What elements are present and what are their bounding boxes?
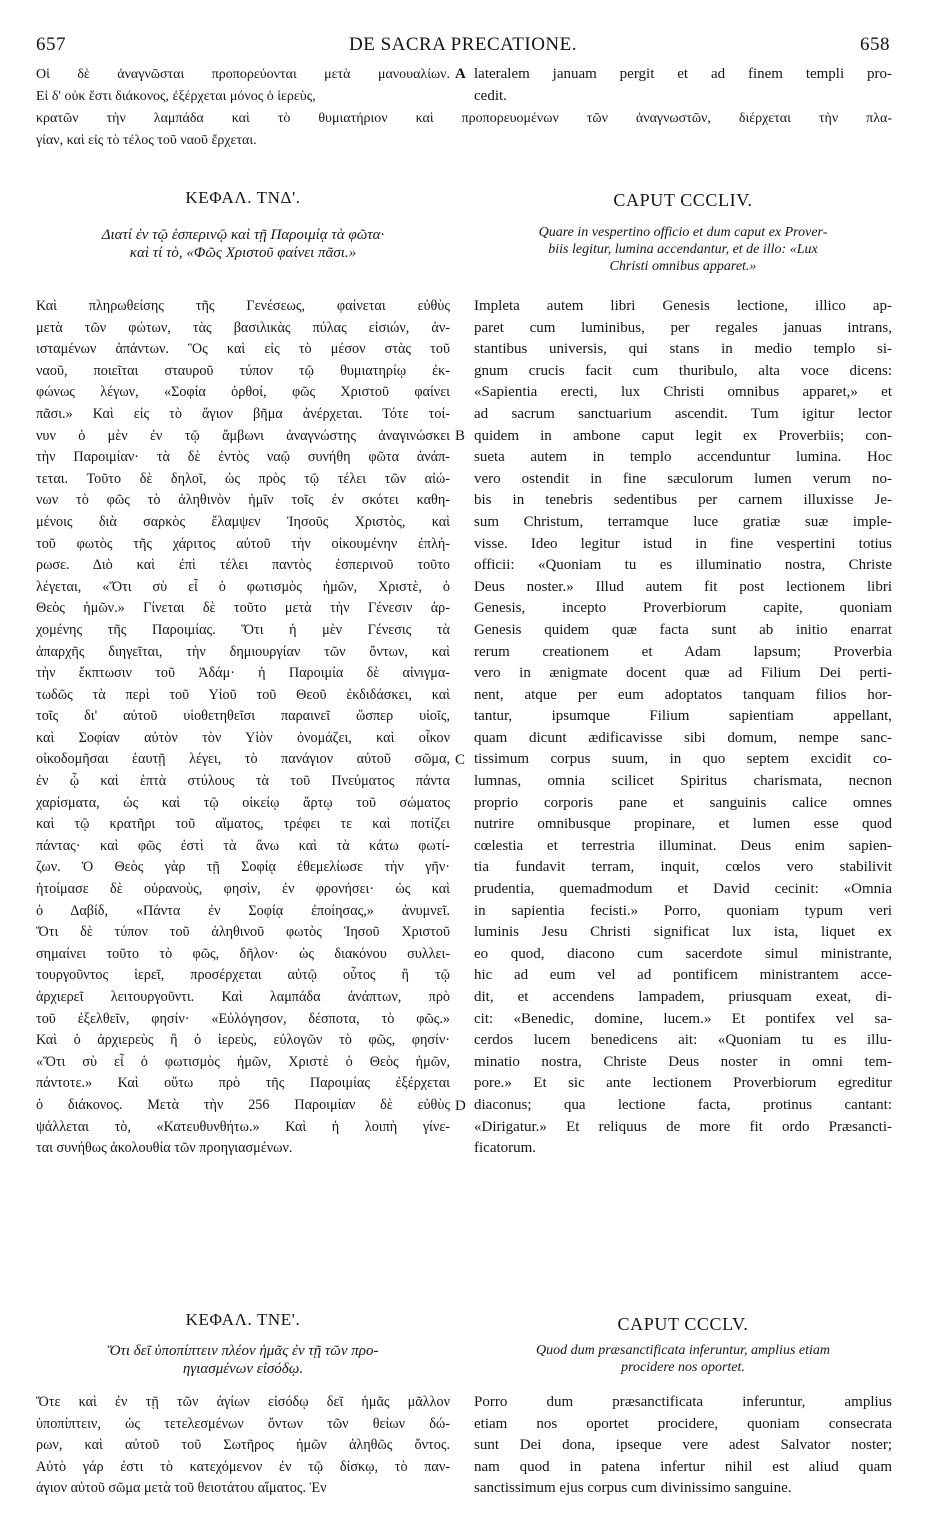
latin-chapter-heading: CAPUT CCCLIV. (613, 190, 753, 210)
text-line: τοῦ ἐξελθεῖν, φησίν· «Εὐλόγησον, δέσποτα, τὸ φῶς.» (36, 1010, 450, 1027)
text-line: ναοῦ, ποιεῖται σταυροῦ τύπον τῷ θυμιατηρίῳ ἐκ- (36, 362, 450, 379)
text-line: «Ὅτι σὺ εἶ ὁ φωτισμὸς ἡμῶν, Χριστὲ ὁ Θεὸς ἡμῶν, (36, 1053, 450, 1070)
text-line: luminis Jesu Christi significat lux ista, liquet ex (474, 924, 892, 941)
text-line: καὶ Σοφίαν αὐτὸν τὸν Υἱὸν ὀνομάζει, καὶ οἶκον (36, 729, 450, 746)
text-line: diaconus; qua lectione facta, protinus cantant: (474, 1096, 892, 1113)
text-line: ἀπαρχῆς διηγεῖται, τὴν δημιουργίαν τῶν ὄντων, καὶ (36, 643, 450, 660)
text-line: Genesis, incepto Proverbiorum capite, quoniam (474, 600, 892, 617)
text-line: rerum creationem et Adam lapsum; Proverbia (474, 643, 892, 660)
text-line: nam quod in patena infertur nihil est aliud quam (474, 1458, 892, 1475)
text-line: tissimum corpus suum, in quo septem excidit co- (474, 751, 892, 768)
text-line: Deus noster.» Illud autem fit post lectionem libri (474, 578, 892, 595)
text-line: in sapientia fecisti.» Porro, quoniam typum veri (474, 902, 892, 919)
text-line: cœlestia et terrestria illuminat. Deus enim sapien- (474, 837, 892, 854)
text-line: άγιον αὐτοῦ σῶμα μετὰ τοῦ θειοτάτου αἵματος. Ἐν (36, 1480, 327, 1497)
text-line: νων τὸ φῶς τὸ ἀληθινὸν ἡμῖν τοῖς ἐν σκότει καθη- (36, 492, 450, 509)
text-line: ψάλλεται τὸ, «Κατευθυνθήτω.» Καὶ ἡ λοιπὴ γίνε- (36, 1118, 450, 1135)
text-line: μετὰ τῶν φώτων, τὰς βασιλικὰς πύλας εἰσιών, ἀν- (36, 319, 450, 336)
text-line: vero ostendit in fine sæculorum lumen verum no- (474, 470, 892, 487)
text-line: Θεὸς ἡμῶν.» Γίνεται δὲ τοῦτο μετὰ τὴν Γένεσιν ἀρ- (36, 600, 450, 617)
text-line: χαρίσματα, ὡς καὶ τῷ οἰκείῳ ἄρτῳ τοῦ σώματος (36, 794, 450, 811)
text-line: minatio nostra, Christe Deus noster in omni tem- (474, 1053, 892, 1070)
text-line: Porro dum præsanctificata inferuntur, amplius (474, 1394, 892, 1410)
text-line: χομένης τῆς Παροιμίας. Ὅτι ἡ μὲν Γένεσις τὰ (36, 621, 450, 638)
text-line: cerdos lucem benedicens ait: «Quoniam tu es illu- (474, 1032, 892, 1049)
text-line: τοῖς δι' αὐτοῦ υἱοθετηθεῖσι παραινεῖ ὥσπερ υἱοῖς, (36, 708, 450, 725)
intro-greek (36, 64, 450, 107)
text-line: πάντοτε.» Καὶ οὕτω πρὸ τῆς Παροιμίας ἐξέρχεται (36, 1075, 450, 1092)
text-line: νυν ὁ μὲν ἐν τῷ ἄμβωνι ἀναγνώστης ἀναγινώσκει (36, 427, 450, 444)
running-header (36, 34, 890, 58)
margin-letter-d: D (455, 1098, 466, 1114)
text-line: hic ad eum vel ad pontificem ministrantem acce- (474, 967, 892, 984)
text-line: pore.» Et sic ante lectionem Proverbiorum egreditur (474, 1075, 892, 1092)
text-line: ρωσε. Διὸ καὶ ἐπὶ τέλει παντὸς ἑσπερινοῦ τοῦτο (36, 557, 450, 574)
subtitle-line: Christi omnibus apparet.» (609, 259, 757, 274)
text-line: Καὶ ὁ ἀρχιερεὺς ἢ ὁ ἱερεὺς, εὐλογῶν τὸ φῶς, φησίν· (36, 1032, 450, 1049)
text-line: μένοις διὰ σαρκὸς ἔλαμψεν Ἰησοῦς Χριστὸς, καὶ (36, 513, 450, 530)
text-line: ὑποπίπτειν, ὡς τετελεσμένων ὄντων τῶν θείων δώ- (36, 1415, 450, 1432)
subtitle-line: Διατί ἐν τῷ ἑσπερινῷ καὶ τῇ Παροιμίᾳ τὰ φῶτα· (101, 227, 385, 243)
greek-chapter-heading: ΚΕΦΑΛ. ΤΝΔ'. (185, 188, 301, 207)
text-line: λέγεται, «Ὅτι σὺ εἶ ὁ φωτισμὸς ἡμῶν, Χριστὲ, ὁ (36, 578, 450, 595)
text-line: quam dicunt ædificavisse sibi domum, nempe sanc- (474, 729, 892, 746)
text-line: «Dirigatur.» Et reliquus de more fit ordo Præsancti- (474, 1118, 892, 1135)
greek-chapter-subtitle (36, 226, 450, 262)
text-line: Εἰ δ' οὐκ ἔστι διάκονος, ἐξέρχεται μόνος ὁ ἱερεὺς, (36, 88, 316, 104)
text-line: Genesis quidem quæ facta sunt ab initio enarrat (474, 621, 892, 638)
text-line: τουργοῦντος ἱερεῖ, προσέρχεται αὐτῷ οὗτος ἢ τῷ (36, 967, 450, 984)
right-page-number: 658 (860, 34, 890, 55)
text-line: eo quod, diacono cum sacerdote simul ministrante, (474, 945, 892, 962)
text-line: prudentia, quemadmodum et David cecinit: «Omnia (474, 881, 892, 898)
text-line: stantibus universis, qui stans in medio templo si- (474, 341, 892, 358)
text-line: τὴν Παροιμίαν· τὰ δὲ ἐντὸς ναῷ συνήθη φῶτα ἀνάπ- (36, 449, 450, 466)
text-line: visse. Ideo legitur istud in fine vespertini totius (474, 535, 892, 552)
subtitle-line: Quare in vespertino officio et dum caput ex Prover- (538, 225, 828, 240)
text-line: dit, et accendens lampadem, priusquam exeat, di- (474, 989, 892, 1005)
text-line: τωδῶς τὰ περὶ τοῦ Υἱοῦ τοῦ Θεοῦ ἐκδιδάσκει, καὶ (36, 686, 450, 703)
subtitle-line: καὶ τί τὸ, «Φῶς Χριστοῦ φαίνει πᾶσι.» (129, 245, 357, 261)
text-line: etiam nos oportet procidere, quoniam consecrata (474, 1415, 892, 1432)
text-line: ζων. Ὁ Θεὸς γὰρ τῇ Σοφίᾳ ἐθεμελίωσε τὴν γῆν· (36, 859, 450, 876)
text-line: πᾶσι.» Καὶ εἰς τὸ ἅγιον βῆμα ἀνέρχεται. Τότε τοί- (36, 405, 450, 422)
latin-chapter-heading: CAPUT CCCLV. (617, 1314, 749, 1334)
greek-chapter-subtitle (36, 1342, 450, 1378)
text-line: bis in tenebris sedentibus per carnem illuxisse Je- (474, 492, 892, 509)
text-line: κρατῶν τὴν λαμπάδα καὶ τὸ θυμιατήριον καὶ προπορευομένων τῶν ἀναγνωστῶν, διέρχεται τὴν πλα- (36, 111, 892, 126)
text-line: «Sapientia erecti, lux Christi omnibus apparet,» et (474, 384, 892, 401)
margin-letter-a: A (455, 66, 466, 82)
text-line: quidem in ambone caput legit ex Proverbiis; con- (474, 427, 892, 444)
text-line: ρων, καὶ αὐτοῦ τοῦ Σωτῆρος ἡμῶν ἀληθῶς ὄντος. (36, 1437, 450, 1454)
subtitle-line: biis legitur, lumina accendantur, et de illo: «Lux (548, 242, 818, 257)
text-line: καὶ τῷ κρατῆρι τοῦ αἵματος, τρέφει τε καὶ ποτίζει (36, 816, 450, 833)
latin-column-ch354 (474, 296, 892, 1160)
greek-chapter-heading: ΚΕΦΑΛ. ΤΝΕ'. (185, 1310, 301, 1329)
text-line: gnum crucis facit cum thuribulo, alta voce dicens: (474, 362, 892, 379)
text-line: ὁ Δαβίδ, «Πάντα ἐν Σοφίᾳ ἐποίησας,» ἀνυμνεῖ. (36, 902, 450, 919)
subtitle-line: Quod dum præsanctificata inferuntur, amplius etiam (536, 1343, 830, 1358)
text-line: sunt Dei dona, ipseque vere adest Salvator noster; (474, 1437, 892, 1454)
text-line: φώνως λέγων, «Σοφία ὀρθοί, φῶς Χριστοῦ φαίνει (36, 384, 450, 401)
text-line: ἡτοίμασε δὲ οὐρανοὺς, φησὶν, ἐν φρονήσει· ὡς καὶ (36, 881, 450, 898)
running-title: DE SACRA PRECATIONE. (349, 34, 577, 55)
text-line: sanctissimum ejus corpus cum divinissimo sanguine. (474, 1480, 792, 1497)
margin-letter-b: B (455, 428, 466, 444)
subtitle-line: Ὅτι δεῖ ὑποπίπτειν πλέον ἡμᾶς ἐν τῇ τῶν προ- (107, 1343, 379, 1359)
text-line: vero in ænigmate docent quæ ad Filium Dei perti- (474, 665, 892, 682)
text-line: Καὶ πληρωθείσης τῆς Γενέσεως, φαίνεται εὐθὺς (36, 298, 450, 314)
text-line: σημαίνει τοῦτο τὸ φῶς, δῆλον· ὡς διακόνου συλλει- (36, 945, 450, 962)
latin-chapter-subtitle (474, 1342, 892, 1376)
text-line: nutrire omnibusque propinare, et lumen esse quod (474, 816, 892, 833)
intro-latin (474, 64, 892, 107)
text-line: ται συνήθως ἀκολουθία τῶν προηγιασμένων. (36, 1140, 293, 1157)
greek-column-ch355 (36, 1392, 450, 1500)
text-line: ὁ διάκονος. Μετὰ τὴν 256 Παροιμίαν δὲ εὐθὺς (36, 1096, 450, 1113)
text-line: πάντας· καὶ φῶς ἐστὶ τὰ ἄνω καὶ τὰ κάτω φωτί- (36, 837, 450, 854)
text-line: ἀρχιερεῖ λειτουργοῦντι. Καὶ λαμπάδα ἀνάπτων, πρὸ (36, 989, 450, 1005)
text-line: proprio corporis pane et sanguinis calice omnes (474, 794, 892, 811)
text-line: Ὅτε καὶ ἐν τῇ τῶν ἁγίων εἰσόδῳ δεῖ ἡμᾶς μᾶλλον (36, 1394, 450, 1410)
latin-chapter-subtitle (474, 224, 892, 275)
text-line: cedit. (474, 87, 507, 104)
left-page-number: 657 (36, 34, 66, 55)
text-line: tia fundavit terram, inquit, cœlos vero stabilivit (474, 859, 892, 876)
text-line: ἐν ᾧ καὶ ἑπτὰ στύλους τὰ τοῦ Πνεύματος πάντα (36, 773, 450, 790)
text-line: lateralem januam pergit et ad finem templi pro- (474, 66, 892, 82)
text-line: lumnas, omnia scilicet Spiritus charismata, necnon (474, 773, 892, 790)
text-line: τεται. Τοῦτο δὲ δηλοῖ, ὡς πρὸς τῷ τέλει τῶν αἰώ- (36, 470, 450, 487)
text-line: τὴν ἔκπτωσιν τοῦ Ἀδάμ· ἡ Παροιμία δὲ αἰνιγμα- (36, 665, 450, 682)
intro-full (36, 108, 892, 152)
text-line: γίαν, καὶ εἰς τὸ τέλος τοῦ ναοῦ ἔρχεται. (36, 133, 257, 148)
text-line: τοῦ φωτὸς τῆς χάριτος αὐτοῦ τὴν οἰκουμένην ἐπλή- (36, 535, 450, 552)
text-line: ισταμένων ἁπάντων. Ὃς καὶ εἰς τὸ μέσον στὰς τοῦ (36, 341, 450, 358)
greek-column-ch354 (36, 296, 450, 1160)
text-line: nent, atque per eum adoptatos tanquam filios hor- (474, 686, 892, 703)
text-line: Impleta autem libri Genesis lectione, illico ap- (474, 298, 892, 314)
text-line: Αὐτὸ γάρ ἐστι τὸ κατεχόμενον ἐν τῷ δίσκῳ, τὸ παν- (36, 1458, 450, 1475)
margin-letter-c: C (455, 752, 466, 768)
latin-column-ch355 (474, 1392, 892, 1500)
text-line: Ὅτι δὲ τύπον τοῦ ἀληθινοῦ φωτὸς Ἰησοῦ Χριστοῦ (36, 924, 450, 941)
text-line: Οἱ δὲ ἀναγνῶσται προπορεύονται μετὰ μανουαλίων. (36, 67, 450, 82)
subtitle-line: ηγιασμένων εἰσόδῳ. (182, 1361, 304, 1377)
text-line: sueta autem in templo accenduntur lumina. Hoc (474, 449, 892, 466)
text-line: paret cum luminibus, per regales januas intrans, (474, 319, 892, 336)
text-line: ficatorum. (474, 1140, 537, 1157)
text-line: ad sacrum sanctuarium ascendit. Tum igitur lector (474, 405, 892, 422)
text-line: sum Christum, terramque luce gratiæ suæ imple- (474, 513, 892, 530)
subtitle-line: procidere nos oportet. (621, 1360, 745, 1375)
text-line: officii: «Quoniam tu es illuminatio nostra, Christe (474, 557, 892, 574)
text-line: cit: «Benedic, domine, lucem.» Et pontifex vel sa- (474, 1010, 892, 1027)
text-line: tantur, ipsumque Filium sapientiam appellant, (474, 708, 892, 725)
text-line: οἰκοδομῆσαι ἑαυτῇ λέγει, τὸ πανάγιον αὐτοῦ σῶμα, (36, 751, 450, 768)
